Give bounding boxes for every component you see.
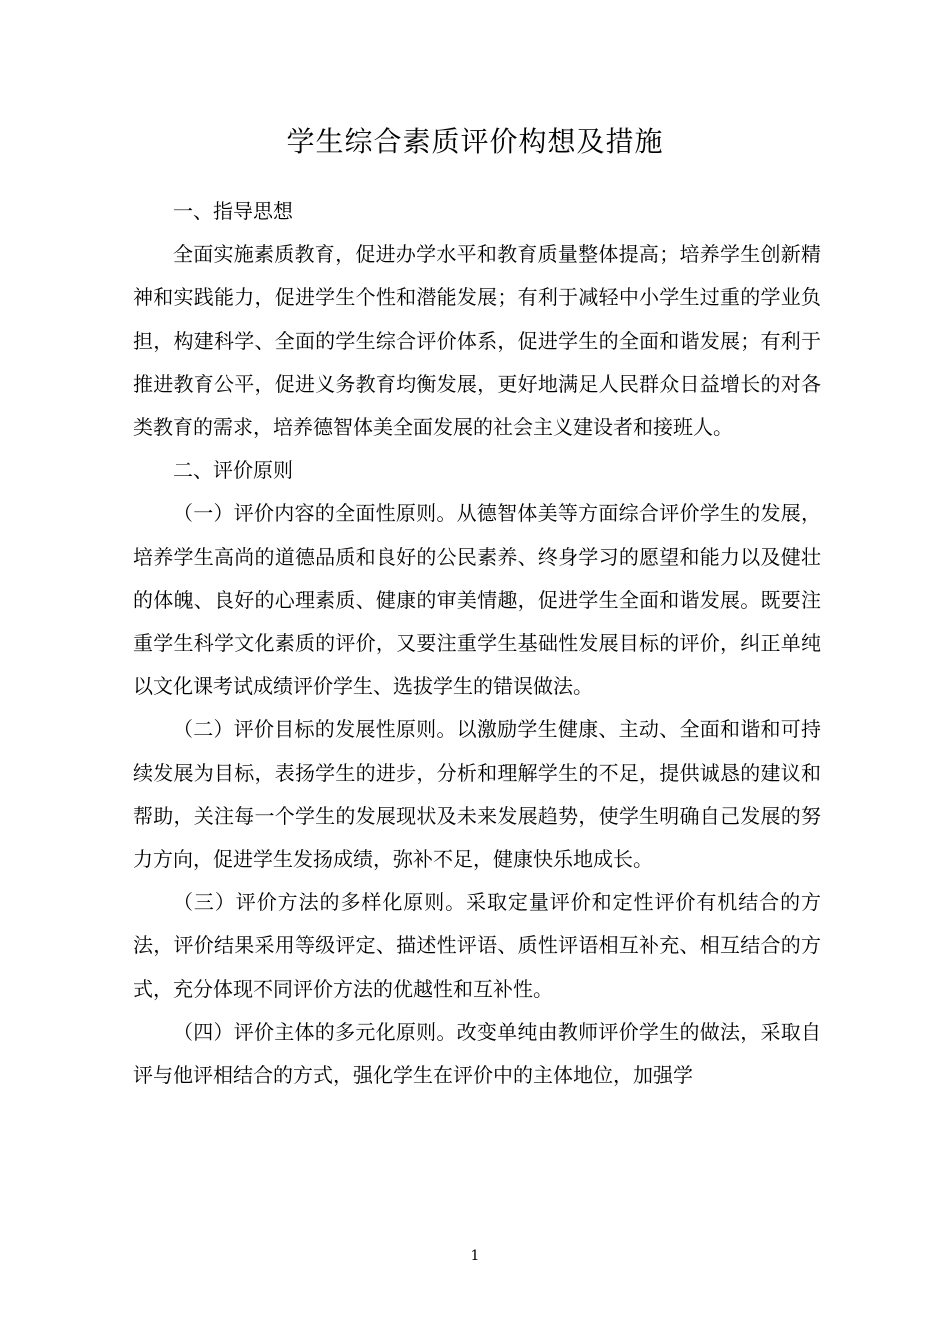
page-number: 1 — [470, 1248, 480, 1264]
paragraph-principle-1: （一）评价内容的全面性原则。从德智体美等方面综合评价学生的发展，培养学生高尚的道德品质和良好的公民素养、终身学习的愿望和能力以及健壮的体魄、良好的心理素质、健康的审美情趣，促进学生全面和谐发展。既要注重学生科学文化素质的评价，又要注重学生基础性发展目标的评价，纠正单纯以文化课考试成绩评价学生、选拔学生的错误做法。 — [133, 501, 821, 699]
paragraph-principle-3: （三）评价方法的多样化原则。采取定量评价和定性评价有机结合的方法，评价结果采用等级评定、描述性评语、质性评语相互补充、相互结合的方式，充分体现不同评价方法的优越性和互补性。 — [133, 890, 821, 1001]
section-heading-guiding-thought: 一、指导思想 — [173, 199, 293, 223]
paragraph-principle-4: （四）评价主体的多元化原则。改变单纯由教师评价学生的做法，采取自评与他评相结合的方式，强化学生在评价中的主体地位，加强学 — [133, 1019, 821, 1088]
paragraph-guiding-thought: 全面实施素质教育，促进办学水平和教育质量整体提高；培养学生创新精神和实践能力，促进学生个性和潜能发展；有利于减轻中小学生过重的学业负担，构建科学、全面的学生综合评价体系，促进学生的全面和谐发展；有利于推进教育公平，促进义务教育均衡发展，更好地满足人民群众日益增长的对各类教育的需求，培养德智体美全面发展的社会主义建设者和接班人。 — [133, 242, 821, 440]
page-title: 学生综合素质评价构想及措施 — [286, 125, 664, 158]
document-body — [133, 190, 821, 1097]
paragraph-principle-2: （二）评价目标的发展性原则。以激励学生健康、主动、全面和谐和可持续发展为目标，表扬学生的进步，分析和理解学生的不足，提供诚恳的建议和帮助，关注每一个学生的发展现状及未来发展趋势，使学生明确自己发展的努力方向，促进学生发扬成绩，弥补不足，健康快乐地成长。 — [133, 717, 821, 872]
section-heading-evaluation-principles: 二、评价原则 — [173, 458, 293, 483]
